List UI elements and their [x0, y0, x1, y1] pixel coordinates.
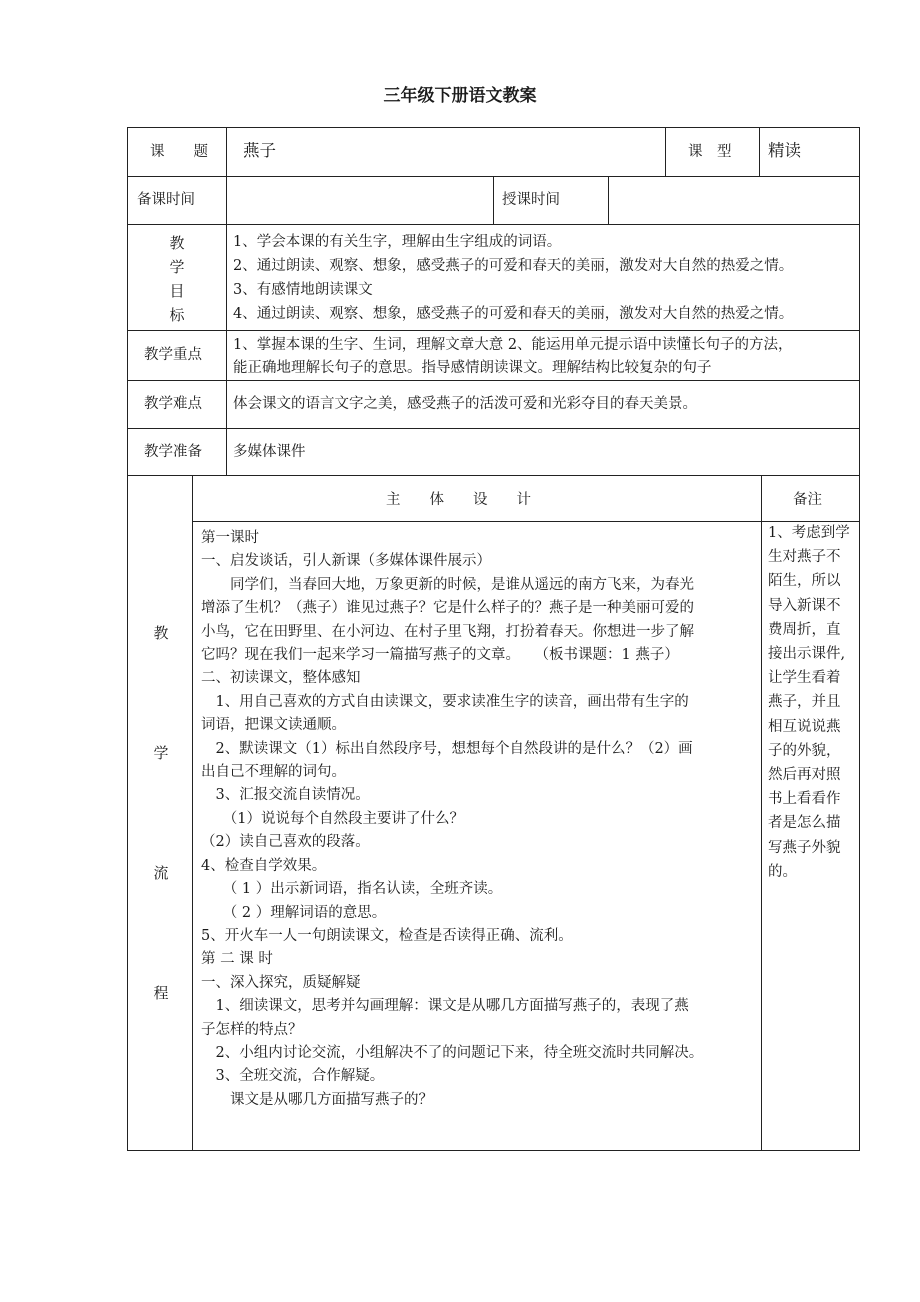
difficulties-text: 体会课文的语言文字之美，感受燕子的活泼可爱和光彩夺目的春天美景。	[233, 396, 697, 412]
topic-label: 课 题	[150, 144, 208, 160]
type-value: 精读	[768, 141, 801, 160]
key-points-label: 教学重点	[144, 347, 202, 363]
preparation-text: 多媒体课件	[233, 444, 306, 460]
difficulties-label: 教学难点	[144, 396, 202, 412]
prep-time-label: 备课时间	[137, 192, 195, 208]
key-points-line: 能正确地理解长句子的意思。指导感情朗读课文。理解结构比较复杂的句子	[233, 360, 712, 376]
key-points-line: 1、掌握本课的生字、生词，理解文章大意 2、能运用单元提示语中读懂长句子的方法，	[233, 337, 793, 353]
type-label: 课 型	[688, 144, 732, 160]
goal-item: 4、通过朗读、观察、想象，感受燕子的可爱和春天的美丽，激发对大自然的热爱之情。	[233, 306, 794, 322]
notes-body: 1、考虑到学 生对燕子不 陌生，所以 导入新课不 费周折，直 接出示课件, 让学生看着 燕子，并且 相互说说燕 子的外貌， 然后再对照 书上看看作 者是怎么描 写燕子外貌 的。	[768, 525, 850, 880]
lesson-process-body: 第一课时 一、启发谈话，引人新课（多媒体课件展示） 同学们，当春回大地，万象更新的时候，是谁从遥远的南方飞来，为春光 增添了生机？（燕子）谁见过燕子？它是什么样子的？燕子是一种美丽可爱的 小鸟，它在田野里、在小河边、在村子里飞翔，打扮着春天。你想进一步了解 它吗？现在我们一起来学习一篇描写燕子的文章。 （板书课题：1 燕子） 二、初读课文，整体感知 1、用自己喜欢的方式自由读课文，要求读准生字的读音，画出带有生字的 词语，把课文读通顺。 2、默读课文（1）标出自然段序号，想想每个自然段讲的是什么？（2）画 出自己不理解的词句。 3、汇报交流自读情况。 （1）说说每个自然段主要讲了什么？ （2）读自己喜欢的段落。 4、检查自学效果。 （ 1 ）出示新词语，指名认读，全班齐读。 （ 2 ）理解词语的意思。 5、开火车一人一句朗读课文，检查是否读得正确、流利。 第 二 课 时 一、深入探究，质疑解疑 1、细读课文，思考并勾画理解：课文是从哪几方面描写燕子的，表现了燕 子怎样的特点？ 2、小组内讨论交流，小组解决不了的问题记下来，待全班交流时共同解决。 3、全班交流，合作解疑。 课文是从哪几方面描写燕子的？	[201, 530, 704, 1108]
preparation-label: 教学准备	[144, 444, 202, 460]
goals-label: 教 学 目 标	[169, 234, 185, 324]
process-label: 教 学 流 程	[153, 624, 169, 1002]
goal-item: 2、通过朗读、观察、想象，感受燕子的可爱和春天的美丽，激发对大自然的热爱之情。	[233, 258, 794, 274]
goal-item: 3、有感情地朗读课文	[233, 282, 373, 298]
main-design-header: 主 体 设 计	[386, 492, 531, 508]
topic-value: 燕子	[243, 141, 276, 160]
document-title: 三年级下册语文教案	[383, 86, 537, 106]
goal-item: 1、学会本课的有关生字，理解由生字组成的词语。	[233, 234, 562, 250]
teach-time-label: 授课时间	[502, 192, 560, 208]
notes-header: 备注	[793, 492, 822, 508]
